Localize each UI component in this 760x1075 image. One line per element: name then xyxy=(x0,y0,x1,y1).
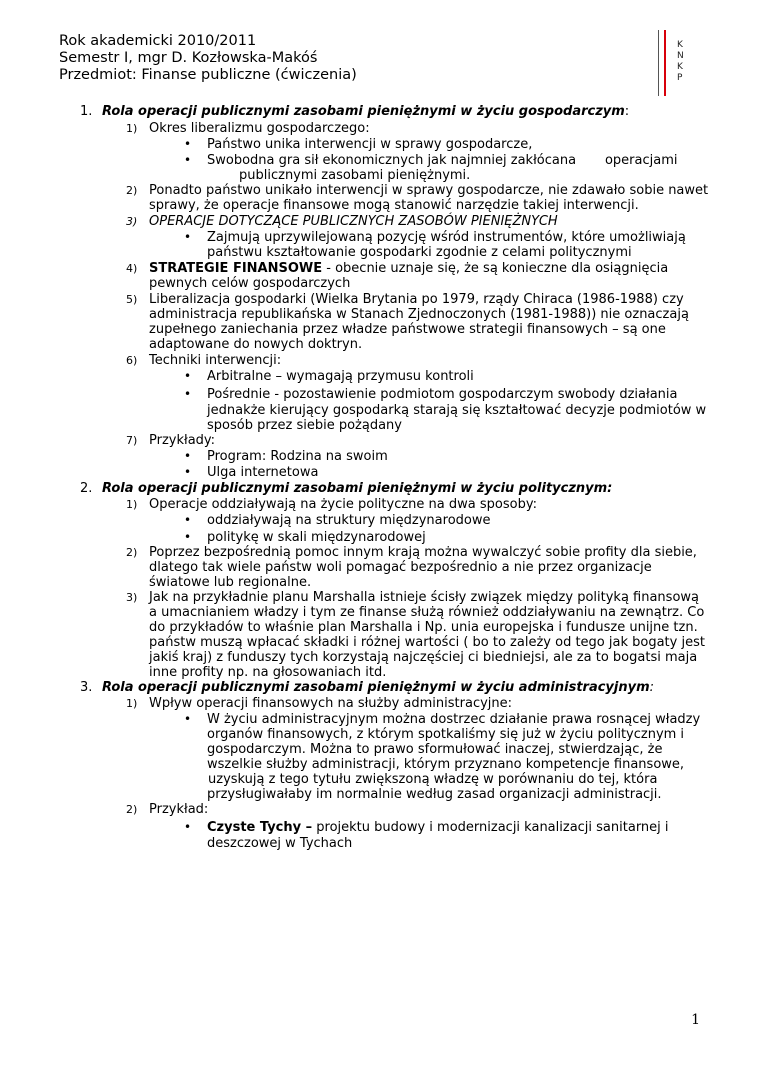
list-item-continuation: jakiś kraj) z funduszy tych korzystają najczęściej ci biedniejsi, ale za to bogatsi maja xyxy=(149,650,698,665)
text-fragment: • xyxy=(184,712,192,726)
text-fragment: Państwo unika interwencji w sprawy gospodarcze, xyxy=(207,137,533,152)
bullet-continuation: uzyskują z tego tytułu zwiększoną władzę w porównaniu do tej, która xyxy=(208,772,658,787)
strategie-finansowe-term: STRATEGIE FINANSOWE xyxy=(149,261,323,276)
section-number: 1. xyxy=(80,104,93,119)
logo-divider-line xyxy=(658,30,659,96)
text-fragment: • xyxy=(184,820,192,834)
text-fragment: Zajmują uprzywilejowaną pozycję wśród instrumentów, które umożliwiają xyxy=(207,230,686,245)
list-item-continuation: administracja republikańska w Stanach Zjednoczonych (1981-1988)) nie oznaczają xyxy=(149,307,689,322)
bullet-item xyxy=(184,712,700,727)
text-fragment: Operacje oddziaływają na życie polityczne na dwa sposoby: xyxy=(149,497,537,512)
list-item xyxy=(126,545,697,560)
bullet-continuation: deszczowej w Tychach xyxy=(207,836,353,851)
text-fragment: oddziaływają na struktury międzynarodowe xyxy=(207,513,491,528)
text-fragment: Jak na przykładnie planu Marshalla istnieje ścisły związek między polityką finansową xyxy=(149,590,699,605)
text-fragment: 4) xyxy=(126,262,138,275)
text-fragment: 2) xyxy=(126,184,138,197)
list-item xyxy=(126,433,215,448)
text-fragment: 6) xyxy=(126,354,138,367)
text-fragment: Ulga internetowa xyxy=(207,465,319,480)
list-item xyxy=(126,590,699,605)
bullet-continuation: publicznymi zasobami pieniężnymi. xyxy=(239,168,471,183)
list-item-continuation: a umacnianiem władzy i tym ze finanse służą również oddziaływaniu na zewnątrz. Co xyxy=(149,605,705,620)
list-item xyxy=(126,497,537,512)
list-item-continuation: światowe lub regionalne. xyxy=(149,575,312,590)
section-heading-2 xyxy=(80,481,612,496)
list-item xyxy=(126,802,208,817)
text-fragment: 3) xyxy=(126,591,138,604)
document-header xyxy=(59,33,357,84)
text-fragment: 5) xyxy=(126,293,138,306)
bullet-continuation: gospodarczym. Można to prawo sformułować inaczej, stwierdzając, że xyxy=(207,742,663,757)
text-fragment: Arbitralne – wymagają przymusu kontroli xyxy=(207,369,474,384)
bullet-item xyxy=(184,820,669,835)
bullet-item xyxy=(184,513,490,528)
list-item xyxy=(126,121,370,136)
list-item-continuation: państw muszą wpłacać składki i różnej wartości ( bo to zależy od tego jak bogaty jest xyxy=(149,635,705,650)
text-fragment: Liberalizacja gospodarki (Wielka Brytania po 1979, rządy Chiraca (1986-1988) czy xyxy=(149,292,684,307)
list-item xyxy=(126,261,668,276)
bullet-item xyxy=(184,530,426,545)
knkp-logo xyxy=(677,40,684,84)
text-fragment: politykę w skali międzynarodowej xyxy=(207,530,426,545)
bullet-item xyxy=(184,369,474,384)
list-item-continuation: sprawy, że operacje finansowe mogą stanowić narzędzie takiej interwencji. xyxy=(149,198,639,213)
list-item-continuation: do przykładów to właśnie plan Marshalla i Np. unia europejska i fundusze unijne tzn. xyxy=(149,620,698,635)
bullet-continuation: jednakże kierujący gospodarką starają się kształtować decyzje podmiotów w xyxy=(207,403,707,418)
text-fragment: • xyxy=(184,153,192,167)
page-number: 1 xyxy=(691,1012,700,1028)
header-semester-lecturer: Semestr I, mgr D. Kozłowska-Makóś xyxy=(59,50,318,66)
text-fragment: Przykład: xyxy=(149,802,209,817)
text-fragment: 3) xyxy=(126,215,138,228)
bullet-item xyxy=(184,230,686,245)
list-item xyxy=(126,183,708,198)
text-fragment: • xyxy=(184,465,192,479)
bullet-continuation: przysługiwałaby im normalnie według zasad organizacji administracji. xyxy=(207,787,662,802)
logo-accent-line xyxy=(664,30,666,96)
text-fragment: • xyxy=(184,230,192,244)
list-item xyxy=(126,696,512,711)
logo-letter: K xyxy=(677,40,683,50)
text-fragment: Wpływ operacji finansowych na służby administracyjne: xyxy=(149,696,513,711)
text-fragment: projektu budowy i modernizacji kanalizacji sanitarnej i xyxy=(312,820,669,835)
section-title: Rola operacji publicznymi zasobami pieniężnymi w życiu administracyjnym xyxy=(102,680,650,695)
text-fragment: - obecnie uznaje się, że są konieczne dla osiągnięcia xyxy=(322,261,669,276)
bullet-continuation: sposób przez siebie pożądany xyxy=(207,418,402,433)
text-fragment: Przykłady: xyxy=(149,433,216,448)
text-fragment: 1) xyxy=(126,697,138,710)
list-item-continuation: inne profity np. na głosowaniach itd. xyxy=(149,665,387,680)
bullet-item xyxy=(184,137,532,152)
text-fragment: • xyxy=(184,449,192,463)
list-item-continuation: zupełnego zaniechania przez władze państwowe strategii finansowych – są one xyxy=(149,322,666,337)
logo-letter: K xyxy=(677,62,683,72)
section-title: Rola operacji publicznymi zasobami pieniężnymi w życiu gospodarczym xyxy=(102,104,625,119)
text-fragment: OPERACJE DOTYCZĄCE PUBLICZNYCH ZASOBÓW PIENIĘŻNYCH xyxy=(149,214,558,229)
text-fragment: • xyxy=(184,530,192,544)
list-item-continuation: pewnych celów gospodarczych xyxy=(149,276,351,291)
text-fragment: Techniki interwencji: xyxy=(149,353,282,368)
text-fragment: Okres liberalizmu gospodarczego: xyxy=(149,121,370,136)
header-subject: Przedmiot: Finanse publiczne (ćwiczenia) xyxy=(59,67,357,83)
bullet-continuation: organów finansowych, z którym spotkaliśmy się już w życiu politycznym i xyxy=(207,727,685,742)
section-number: 3. xyxy=(80,680,93,695)
text-fragment: Swobodna gra sił ekonomicznych jak najmniej zakłócana operacjami xyxy=(207,153,678,168)
section-heading-1 xyxy=(80,104,629,119)
text-fragment: W życiu administracyjnym można dostrzec działanie prawa rosnącej władzy xyxy=(207,712,701,727)
list-item xyxy=(126,214,558,229)
text-fragment: Pośrednie - pozostawienie podmiotom gospodarczym swobody działania xyxy=(207,387,678,402)
logo-letter: P xyxy=(677,73,683,83)
text-fragment: • xyxy=(184,137,192,151)
text-fragment: Program: Rodzina na swoim xyxy=(207,449,388,464)
text-fragment: Poprzez bezpośrednią pomoc innym krają można wywalczyć sobie profity dla siebie, xyxy=(149,545,697,560)
section-number: 2. xyxy=(80,481,93,496)
text-fragment: • xyxy=(184,387,192,401)
bullet-item xyxy=(184,153,678,168)
text-fragment: 7) xyxy=(126,434,138,447)
list-item-continuation: dlatego tak wiele państw woli pomagać bezpośrednio a nie przez organizacje xyxy=(149,560,652,575)
header-academic-year: Rok akademicki 2010/2011 xyxy=(59,33,257,49)
list-item xyxy=(126,292,684,307)
list-item xyxy=(126,353,281,368)
text-fragment: 1) xyxy=(126,498,138,511)
bullet-continuation: wszelkie służby administracji, którym przyznano kompetencje finansowe, xyxy=(207,757,685,772)
text-fragment: 2) xyxy=(126,546,138,559)
logo-letter: N xyxy=(677,51,684,61)
section-title-suffix: : xyxy=(649,680,655,695)
text-fragment: 2) xyxy=(126,803,138,816)
list-item-continuation: adaptowane do nowych doktryn. xyxy=(149,337,363,352)
text-fragment: Ponadto państwo unikało interwencji w sprawy gospodarcze, nie zdawało sobie nawet xyxy=(149,183,709,198)
bullet-item xyxy=(184,465,318,480)
czyste-tychy-term: Czyste Tychy – xyxy=(207,820,313,835)
bullet-item xyxy=(184,387,678,402)
bullet-item xyxy=(184,449,388,464)
text-fragment: 1) xyxy=(126,122,138,135)
section-title-suffix: : xyxy=(624,104,630,119)
section-title: Rola operacji publicznymi zasobami pieniężnymi w życiu politycznym: xyxy=(102,481,613,496)
text-fragment: • xyxy=(184,513,192,527)
section-heading-3 xyxy=(80,680,654,695)
bullet-continuation: państwu kształtowanie gospodarki zgodnie z celami politycznymi xyxy=(207,245,632,260)
text-fragment: • xyxy=(184,369,192,383)
